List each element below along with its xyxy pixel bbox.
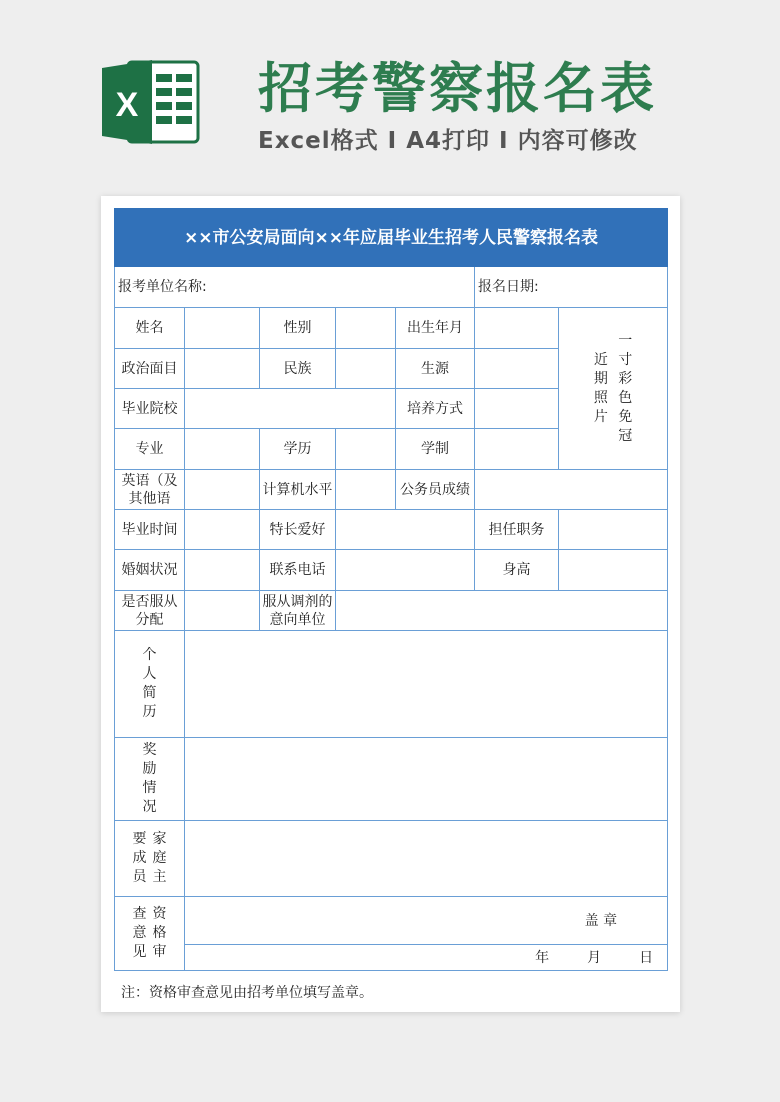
education-label: 学历 xyxy=(260,429,336,470)
review-text-b: 资格审 xyxy=(152,906,167,960)
footnote: 注：资格审查意见由招考单位填写盖章。 xyxy=(121,985,373,1001)
marital-label: 婚姻状况 xyxy=(115,550,185,591)
position-value xyxy=(559,510,668,550)
photo-label-b: 一寸彩色免冠 xyxy=(618,332,633,444)
awards-label xyxy=(115,738,185,821)
name-label: 姓名 xyxy=(115,308,185,349)
photo-label-a: 近期照片 xyxy=(593,351,608,425)
english-label: 英语（及其他语 xyxy=(115,470,185,510)
obey-value xyxy=(185,591,260,631)
apply-date-field: 报名日期: xyxy=(475,267,668,308)
major-value xyxy=(185,429,260,470)
ethnicity-value xyxy=(336,349,396,389)
name-value xyxy=(185,308,260,349)
year-label: 年 xyxy=(535,949,550,966)
height-label: 身高 xyxy=(475,550,559,591)
politics-value xyxy=(185,349,260,389)
gender-value xyxy=(336,308,396,349)
computer-value xyxy=(336,470,396,510)
excel-icon-letter: X xyxy=(115,86,139,124)
position-label: 担任职务 xyxy=(475,510,559,550)
school-label: 毕业院校 xyxy=(115,389,185,429)
height-value xyxy=(559,550,668,591)
month-label: 月 xyxy=(587,949,602,966)
hobby-label: 特长爱好 xyxy=(260,510,336,550)
review-seal-cell xyxy=(185,897,668,945)
page-subtitle: Excel格式 I A4打印 I 内容可修改 xyxy=(258,128,638,154)
awards-text: 奖励情况 xyxy=(142,742,157,815)
training-label: 培养方式 xyxy=(396,389,475,429)
school-value xyxy=(185,389,396,429)
photo-box xyxy=(559,308,668,470)
form-sheet xyxy=(101,196,680,1012)
form-header: ××市公安局面向××年应届毕业生招考人民警察报名表 xyxy=(115,209,668,267)
excel-icon xyxy=(100,58,200,146)
civil-exam-value xyxy=(475,470,668,510)
origin-label: 生源 xyxy=(396,349,475,389)
education-value xyxy=(336,429,396,470)
english-value xyxy=(185,470,260,510)
politics-label: 政治面目 xyxy=(115,349,185,389)
training-value xyxy=(475,389,559,429)
resume-value xyxy=(185,631,668,738)
intent-value xyxy=(336,591,668,631)
resume-text: 个人简历 xyxy=(142,647,157,720)
marital-value xyxy=(185,550,260,591)
duration-value xyxy=(475,429,559,470)
ethnicity-label: 民族 xyxy=(260,349,336,389)
page-title: 招考警察报名表 xyxy=(258,57,657,120)
family-text-a: 要成员 xyxy=(132,831,147,885)
hobby-value xyxy=(336,510,475,550)
gender-label: 性别 xyxy=(260,308,336,349)
resume-label xyxy=(115,631,185,738)
computer-label: 计算机水平 xyxy=(260,470,336,510)
family-label xyxy=(115,821,185,897)
major-label: 专业 xyxy=(115,429,185,470)
family-value xyxy=(185,821,668,897)
awards-value xyxy=(185,738,668,821)
review-date-cell xyxy=(185,945,668,971)
banner xyxy=(0,0,780,180)
intent-label: 服从调剂的意向单位 xyxy=(260,591,336,631)
day-label: 日 xyxy=(639,949,654,966)
review-text-a: 查意见 xyxy=(132,906,147,960)
birth-label: 出生年月 xyxy=(396,308,475,349)
review-label xyxy=(115,897,185,971)
registration-table xyxy=(114,208,668,971)
phone-value xyxy=(336,550,475,591)
unit-name-field: 报考单位名称: xyxy=(115,267,475,308)
obey-label: 是否服从分配 xyxy=(115,591,185,631)
grad-time-label: 毕业时间 xyxy=(115,510,185,550)
phone-label: 联系电话 xyxy=(260,550,336,591)
seal-label: 盖 章 xyxy=(584,912,618,929)
grad-time-value xyxy=(185,510,260,550)
civil-exam-label: 公务员成绩 xyxy=(396,470,475,510)
duration-label: 学制 xyxy=(396,429,475,470)
family-text-b: 家庭主 xyxy=(152,831,167,885)
birth-value xyxy=(475,308,559,349)
origin-value xyxy=(475,349,559,389)
